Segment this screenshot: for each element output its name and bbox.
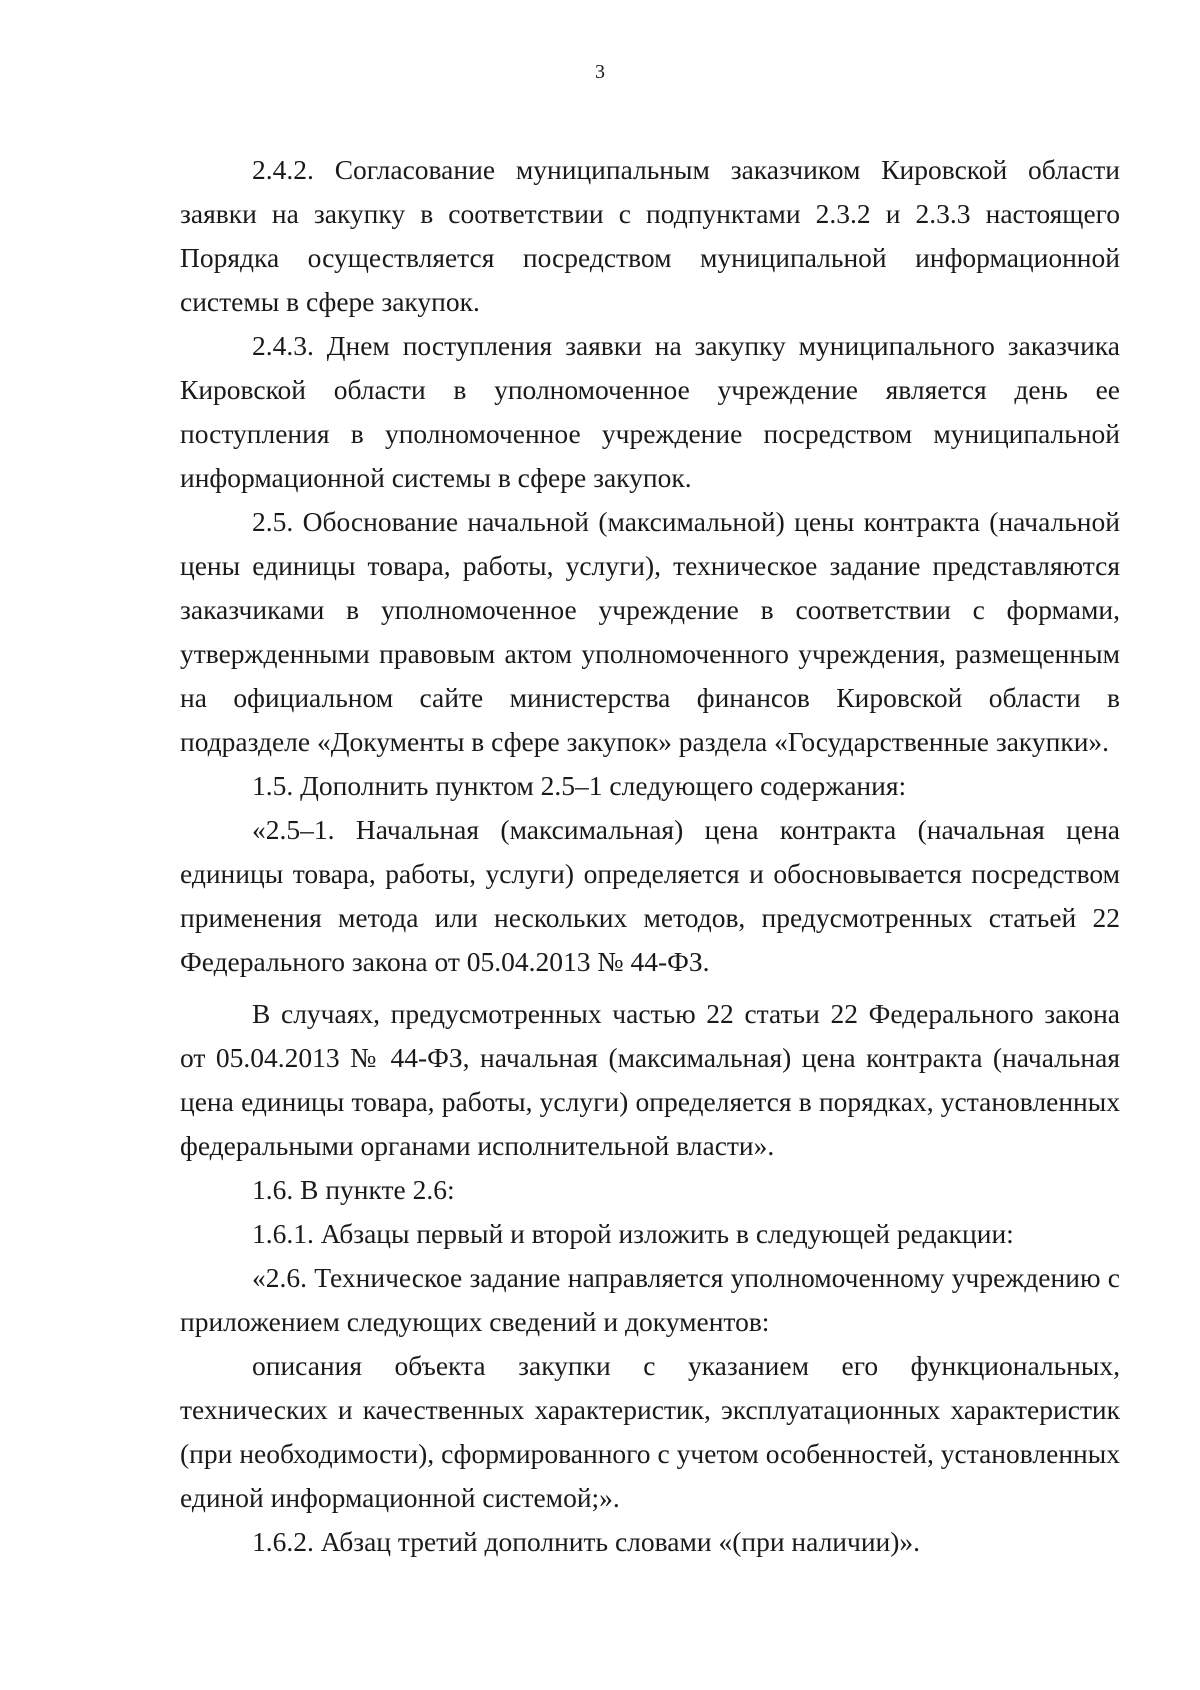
document-body	[180, 148, 1120, 1564]
paragraph-2-5-1: «2.5–1. Начальная (максимальная) цена контракта (начальная цена единицы товара, работы, услуги) определяется и обосновывается посредством применения метода или нескольких методов, предусмотренных статьей 22 Федерального закона от 05.04.2013 № 44-ФЗ.	[180, 814, 1120, 977]
paragraph-2-4-2: 2.4.2. Согласование муниципальным заказчиком Кировской области заявки на закупку в соответствии с подпунктами 2.3.2 и 2.3.3 настоящего Порядка осуществляется посредством муниципальной информационной системы в сфере закупок.	[180, 154, 1120, 317]
paragraph-1-5: 1.5. Дополнить пунктом 2.5–1 следующего содержания:	[252, 770, 907, 801]
paragraph-2-6: «2.6. Техническое задание направляется уполномоченному учреждению с приложением следующих сведений и документов:	[180, 1262, 1120, 1337]
paragraph-2-4-3: 2.4.3. Днем поступления заявки на закупку муниципального заказчика Кировской области в уполномоченное учреждение является день ее поступления в уполномоченное учреждение посредством муниципальной информационной системы в сфере закупок.	[180, 330, 1120, 493]
paragraph-cases: В случаях, предусмотренных частью 22 статьи 22 Федерального закона от 05.04.2013 № 44-ФЗ, начальная (максимальная) цена контракта (начальная цена единицы товара, работы, услуги) определяется в порядках, установленных федеральными органами исполнительной власти».	[180, 998, 1120, 1161]
paragraph-description: описания объекта закупки с указанием его функциональных, технических и качественных характеристик, эксплуатационных характеристик (при необходимости), сформированного с учетом особенностей, установленных единой информационной системой;».	[180, 1350, 1120, 1513]
paragraph-1-6-2: 1.6.2. Абзац третий дополнить словами «(при наличии)».	[252, 1526, 921, 1557]
paragraph-2-5: 2.5. Обоснование начальной (максимальной) цены контракта (начальной цены единицы товара, работы, услуги), техническое задание представляются заказчиками в уполномоченное учреждение в соответствии с формами, утвержденными правовым актом уполномоченного учреждения, размещенным на официальном сайте министерства финансов Кировской области в подразделе «Документы в сфере закупок» раздела «Государственные закупки».	[180, 506, 1120, 757]
paragraph-1-6-1: 1.6.1. Абзацы первый и второй изложить в следующей редакции:	[252, 1218, 1014, 1249]
page-number: 3	[595, 61, 605, 83]
paragraph-1-6: 1.6. В пункте 2.6:	[252, 1174, 455, 1205]
